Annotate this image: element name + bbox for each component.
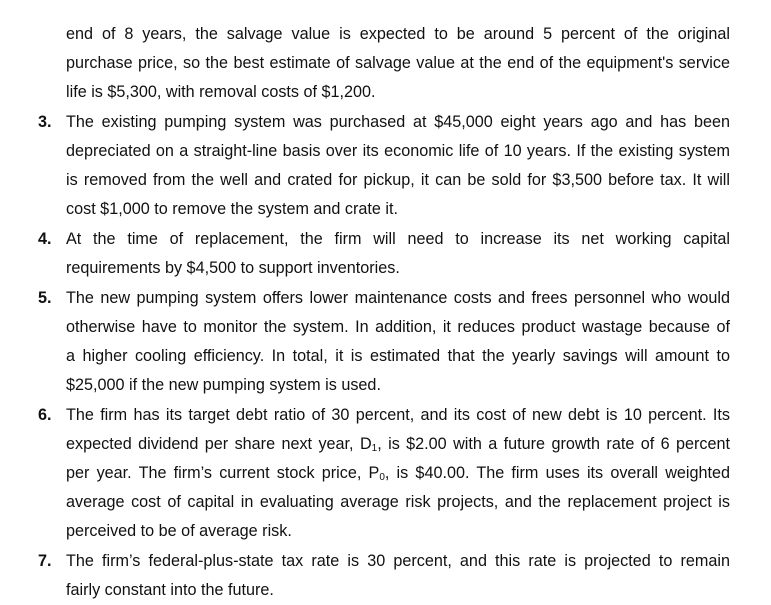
text-line: fairly constant into the future. — [66, 581, 274, 599]
list-number: 3. — [38, 113, 52, 131]
p0-text-after: , is $40.00. The firm uses its overall weighted — [384, 464, 730, 482]
p0-text-before: per year. The firm’s current stock price, P — [66, 464, 380, 482]
text-line: end of 8 years, the salvage value is expected to be around 5 percent of the original — [66, 25, 730, 43]
text-line: $25,000 if the new pumping system is used. — [66, 376, 381, 394]
text-line: average cost of capital in evaluating average risk projects, and the replacement project is — [66, 493, 730, 511]
text-line: The firm has its target debt ratio of 30 percent, and its cost of new debt is 10 percent. Its — [66, 406, 730, 424]
list-number: 7. — [38, 552, 52, 570]
text-line: a higher cooling efficiency. In total, it is estimated that the yearly savings will amount to — [66, 347, 730, 365]
text-line: perceived to be of average risk. — [66, 522, 292, 540]
d1-subscript: 1 — [371, 443, 378, 454]
text-line: otherwise have to monitor the system. In addition, it reduces product wastage because of — [66, 318, 730, 336]
text-line-p0 — [66, 459, 730, 488]
text-line: At the time of replacement, the firm will need to increase its net working capital — [66, 230, 730, 248]
p0-subscript: 0 — [379, 472, 385, 483]
list-number: 6. — [38, 406, 52, 424]
text-line: is removed from the well and crated for pickup, it can be sold for $3,500 before tax. It will — [66, 171, 730, 189]
text-line: requirements by $4,500 to support inventories. — [66, 259, 400, 277]
d1-text-after: , is $2.00 with a future growth rate of 6 percent — [377, 435, 730, 453]
text-line: life is $5,300, with removal costs of $1,200. — [66, 83, 376, 101]
list-number: 4. — [38, 230, 52, 248]
d1-text-before: expected dividend per share next year, D — [66, 435, 372, 453]
text-line: cost $1,000 to remove the system and crate it. — [66, 200, 399, 218]
text-line: purchase price, so the best estimate of salvage value at the end of the equipment's service — [66, 54, 730, 72]
text-line: The firm’s federal-plus-state tax rate is 30 percent, and this rate is projected to remain — [66, 552, 730, 570]
list-number: 5. — [38, 289, 52, 307]
text-line: The new pumping system offers lower maintenance costs and frees personnel who would — [66, 289, 730, 307]
text-line: depreciated on a straight-line basis over its economic life of 10 years. If the existing system — [66, 142, 730, 160]
text-line-d1 — [66, 430, 730, 459]
text-line: The existing pumping system was purchased at $45,000 eight years ago and has been — [66, 113, 730, 131]
